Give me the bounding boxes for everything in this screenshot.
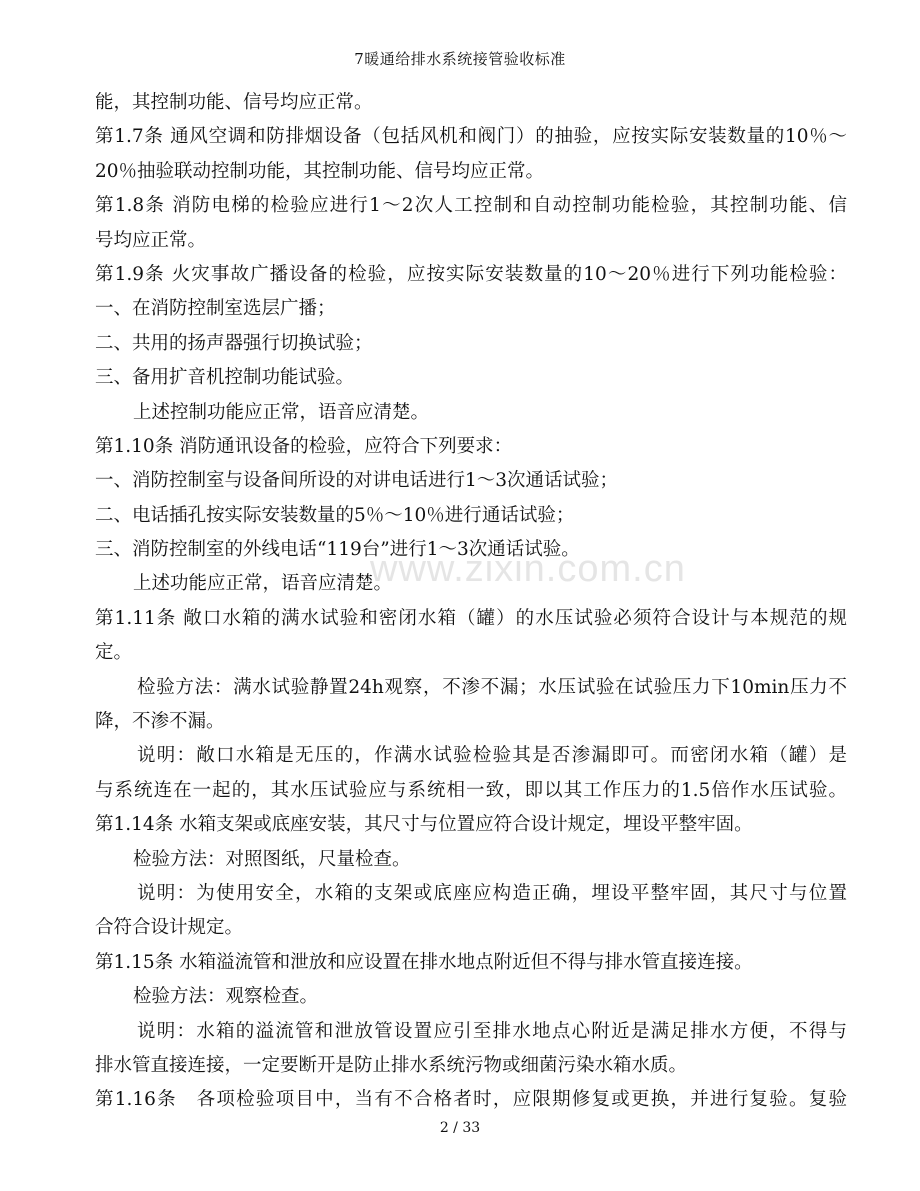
article-1-14: 第1.14条 水箱支架或底座安装，其尺寸与位置应符合设计规定，埋设平整牢固。 <box>95 814 753 836</box>
text-line: 合符合设计规定。 <box>95 917 244 939</box>
text-line: 排水管直接连接，一定要断开是防止排水系统污物或细菌污染水箱水质。 <box>95 1054 688 1076</box>
document-body <box>95 86 847 1118</box>
inspection-method: 检验方法：满水试验静置24h观察，不渗不漏；水压试验在试验压力下10min压力不 <box>137 676 847 698</box>
article-1-10: 第1.10条 消防通讯设备的检验，应符合下列要求： <box>95 435 513 457</box>
list-item: 三、消防控制室的外线电话“119台”进行1～3次通话试验。 <box>95 539 580 561</box>
text-line: 降，不渗不漏。 <box>95 711 225 733</box>
article-1-8: 第1.8条 消防电梯的检验应进行1～2次人工控制和自动控制功能检验，其控制功能、信 <box>95 195 847 217</box>
list-item: 一、在消防控制室选层广播； <box>95 298 336 320</box>
text-line: 号均应正常。 <box>95 229 207 251</box>
article-1-16: 第1.16条 各项检验项目中，当有不合格者时，应限期修复或更换，并进行复验。复验 <box>95 1089 847 1111</box>
list-item: 一、消防控制室与设备间所设的对讲电话进行1～3次通话试验； <box>95 470 619 492</box>
inspection-method: 检验方法：对照图纸，尺量检查。 <box>133 848 411 870</box>
explanation: 说明：敞口水箱是无压的，作满水试验检验其是否渗漏即可。而密闭水箱（罐）是 <box>137 745 847 767</box>
text-line: 定。 <box>95 642 133 664</box>
text-line: 上述功能应正常，语音应清楚。 <box>133 573 393 595</box>
list-item: 三、备用扩音机控制功能试验。 <box>95 367 355 389</box>
text-line: 能，其控制功能、信号均应正常。 <box>95 92 373 113</box>
text-line: 上述控制功能应正常，语音应清楚。 <box>133 401 430 423</box>
running-header: 7暖通给排水系统接管验收标准 <box>354 50 566 68</box>
watermark: www.zixin.com.cn <box>370 548 686 590</box>
list-item: 二、电话插孔按实际安装数量的5％～10％进行通话试验； <box>95 504 575 526</box>
text-line: 20％抽验联动控制功能，其控制功能、信号均应正常。 <box>95 160 545 182</box>
explanation: 说明：为使用安全，水箱的支架或底座应构造正确，埋设平整牢固，其尺寸与位置 <box>137 882 847 904</box>
article-1-11: 第1.11条 敞口水箱的满水试验和密闭水箱（罐）的水压试验必须符合设计与本规范的规 <box>95 607 847 629</box>
page-number: 2 / 33 <box>439 1120 481 1136</box>
list-item: 二、共用的扬声器强行切换试验； <box>95 332 373 354</box>
explanation: 说明：水箱的溢流管和泄放管设置应引至排水地点心附近是满足排水方便，不得与 <box>137 1020 847 1042</box>
article-1-7: 第1.7条 通风空调和防排烟设备（包括风机和阀门）的抽验，应按实际安装数量的10％～ <box>95 126 847 148</box>
article-1-15: 第1.15条 水箱溢流管和泄放和应设置在排水地点附近但不得与排水管直接连接。 <box>95 951 753 973</box>
article-1-9: 第1.9条 火灾事故广播设备的检验，应按实际安装数量的10～20％进行下列功能检验： <box>95 263 847 285</box>
text-line: 与系统连在一起的，其水压试验应与系统相一致，即以其工作压力的1.5倍作水压试验。 <box>95 779 847 801</box>
inspection-method: 检验方法：观察检查。 <box>133 986 319 1008</box>
